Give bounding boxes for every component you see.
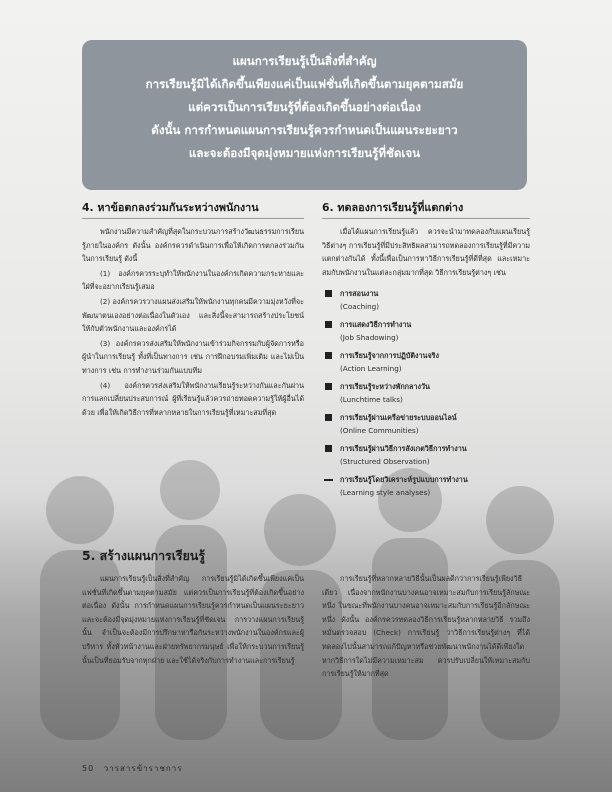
list-item: การเรียนรู้ผ่านเครือข่ายระบบออนไลน์ (Online Communities) xyxy=(322,411,530,437)
quote-line: ดังนั้น การกำหนดแผนการเรียนรู้ควรกำหนดเป็นแผนระยะยาว xyxy=(151,123,458,137)
list-item: การสอนงาน (Coaching) xyxy=(322,287,530,313)
bullet-square-icon xyxy=(325,290,332,297)
section-5-paragraph: แผนการเรียนรู้เป็นสิ่งที่สำคัญ การเรียนรู้มิได้เกิดขึ้นเพียงแค่เป็นแฟชั่นที่เกิดขึ้นตามยุคตามสมัย แต่ควรเป็นการเรียนรู้ที่ต้องเกิดขึ้นอย่างต่อเนื่อง ดังนั้น การกำหนดแผนการเรียนรู้ควรกำหนดเป็นแผนระยะยาว และจะต้องมีจุดมุ่งหมายแห่งการเรียนรู้ที่ชัดเจน การวางแผนการเรียนรู้นั้น จำเป็นจะต้องมีการปรึกษาหารือกันระหว่างพนักงานในองค์กรและผู้บริหาร ทั้งหัวหน้างานและฝ่ายทรัพยากรมนุษย์ เพื่อให้กระบวนการเรียนรู้นั้นเป็นที่ยอมรับจากทุกฝ่าย และใช้ได้จริงกับการทำงานและการเรียนรู้ xyxy=(82,574,304,665)
bullet-square-icon xyxy=(325,414,332,421)
list-item: การเรียนรู้ผ่านวิธีการสังเกตวิธีการทำงาน (Structured Observation) xyxy=(322,442,530,468)
learning-methods-list xyxy=(322,287,530,499)
section-4 xyxy=(82,200,304,420)
bullet-square-icon xyxy=(325,445,332,452)
section-4-heading: 4. หาข้อตกลงร่วมกันระหว่างพนักงาน xyxy=(82,200,304,219)
highlight-quote-box xyxy=(82,40,527,190)
quote-line: การเรียนรู้มิได้เกิดขึ้นเพียงแค่เป็นแฟชั่นที่เกิดขึ้นตามยุคตามสมัย xyxy=(145,77,464,91)
section-4-paragraph: (4) องค์กรควรส่งเสริมให้พนักงานเรียนรู้ระหว่างกันและกันผ่านการแลกเปลี่ยนประสบการณ์ ผู้ที่เรียนรู้แล้วควรถ่ายทอดความรู้ให้ผู้อื่นได้ด้วย เพื่อให้เกิดวิธีการที่หลากหลายในการเรียนรู้ที่เหมาะสมที่สุด xyxy=(82,380,304,417)
list-item: การเรียนรู้โดยวิเคราะห์รูปแบบการทำงาน (Learning style analyses) xyxy=(322,473,530,499)
section-4-paragraph: (1) องค์กรควรระบุทำให้พนักงานในองค์กรเกิดความกระหายและใฝ่ที่จะอยากเรียนรู้เสมอ xyxy=(82,268,304,292)
section-6-intro: เมื่อได้แผนการเรียนรู้แล้ว ควรจะนำมาทดลองกับแผนเรียนรู้วิธีต่างๆ การเรียนรู้ที่มีประสิทธิผลสามารถทดลองการเรียนรู้ที่มีความแตกต่างกันได้ ทั้งนี้เพื่อเป็นการหาวิธีการเรียนรู้ที่ดีที่สุด และเหมาะสมกับพนักงานในแต่ละกลุ่มมากที่สุด วิธีการเรียนรู้ต่างๆ เช่น xyxy=(322,227,530,277)
bullet-square-icon xyxy=(325,352,332,359)
section-6-heading: 6. ทดลองการเรียนรู้ที่แตกต่าง xyxy=(322,200,530,219)
section-4-paragraph: (2) องค์กรควรวางแผนส่งเสริมให้พนักงานทุกคนมีความมุ่งหวังที่จะพัฒนาตนเองอย่างต่อเนื่องในตัวเอง และสิ่งนี้จะสามารถสร้างประโยชน์ให้กับตัวพนักงานและองค์กรได้ xyxy=(82,296,304,334)
page-number: 50 xyxy=(82,764,95,773)
bullet-square-icon xyxy=(325,321,332,328)
section-5-heading: 5. สร้างแผนการเรียนรู้ xyxy=(82,548,205,563)
section-6 xyxy=(322,200,530,504)
quote-line: แผนการเรียนรู้เป็นสิ่งที่สำคัญ xyxy=(232,54,377,68)
section-6-continued-paragraph: การเรียนรู้ที่หลากหลายวิธีนั้นเป็นผลดีกว่าการเรียนรู้เพียงวิธีเดียว เนื่องจากพนักงานบางคนอาจเหมาะสมกับการเรียนรู้ลักษณะหนึ่ง ในขณะที่พนักงานบางคนอาจเหมาะสมกับการเรียนรู้อีกลักษณะหนึ่ง ดังนั้น องค์กรควรทดลองวิธีการเรียนรู้หลากหลายวิธี รวมถึงหมั่นตรวจสอบ (Check) การเรียนรู้ ว่าวิธีการเรียนรู้ต่างๆ ที่ได้ทดลองไปนั้นสามารถแก้ปัญหาหรือช่วยพัฒนาพนักงานได้ดีเพียงใด หากวิธีการใดไม่มีความเหมาะสม ควรปรับเปลี่ยนให้เหมาะสมกับการเรียนรู้ให้มากที่สุด xyxy=(322,574,530,679)
bullet-square-icon xyxy=(325,383,332,390)
section-4-paragraph: (3) องค์กรควรส่งเสริมให้พนักงานเข้าร่วมกิจกรรมกับผู้จัดการหรือผู้นำในการเรียนรู้ ทั้งที่เป็นทางการ เช่น การฝึกอบรมเพิ่มเติม และไม่เป็นทางการ เช่น การทำงานร่วมกันแบบทีม xyxy=(82,338,304,375)
list-item: การเรียนรู้ระหว่างพักกลางวัน (Lunchtime talks) xyxy=(322,380,530,406)
page-footer xyxy=(82,762,183,775)
list-item: การเรียนรู้จากการปฏิบัติงานจริง (Action Learning) xyxy=(322,349,530,375)
journal-name: วารสารข้าราชการ xyxy=(103,764,183,773)
quote-line: แต่ควรเป็นการเรียนรู้ที่ต้องเกิดขึ้นอย่างต่อเนื่อง xyxy=(188,100,421,114)
quote-line: และจะต้องมีจุดมุ่งหมายแห่งการเรียนรู้ที่ชัดเจน xyxy=(188,146,421,160)
bullet-dash-icon xyxy=(324,479,333,481)
section-4-paragraph: พนักงานมีความสำคัญที่สุดในกระบวนการสร้างวัฒนธรรมการเรียนรู้ภายในองค์กร ดังนั้น องค์กรควรดำเนินการเพื่อให้เกิดการตกลงร่วมกันในการเรียนรู้ ดังนี้ xyxy=(82,227,304,264)
section-6-continued xyxy=(322,572,530,682)
section-5 xyxy=(82,548,304,668)
list-item: การแสดงวิธีการทำงาน (Job Shadowing) xyxy=(322,318,530,344)
